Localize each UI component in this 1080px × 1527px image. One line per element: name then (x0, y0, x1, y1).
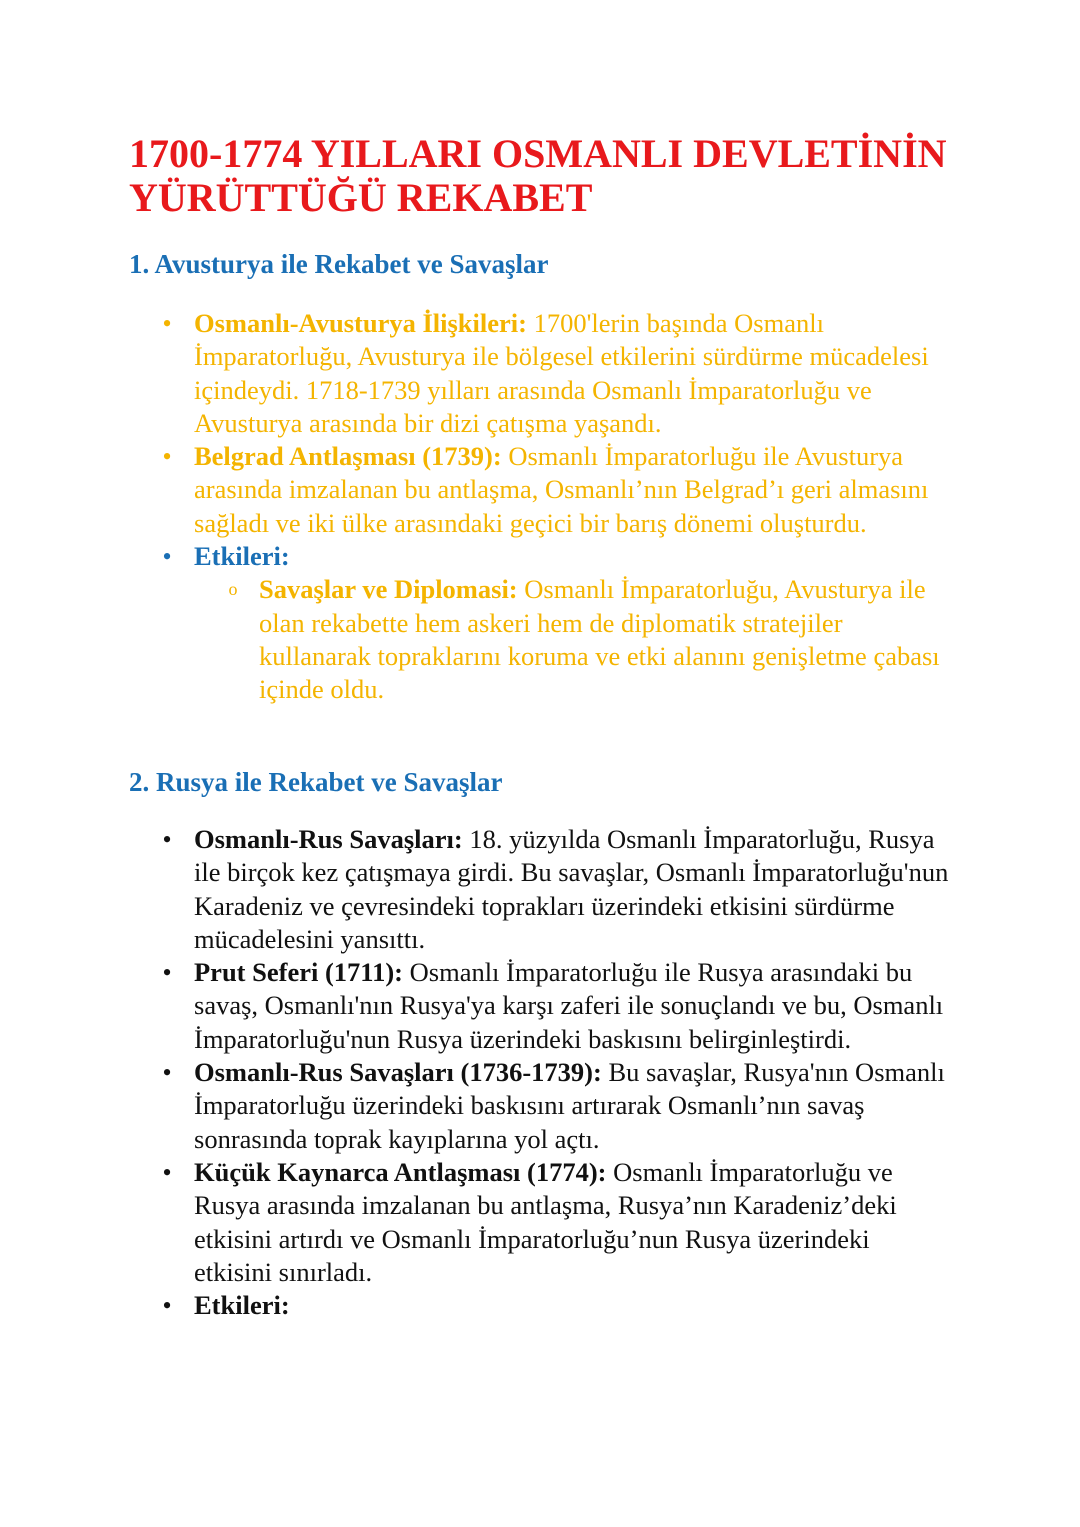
item-text: 1700'lerin başında Osmanlı İmparatorluğu, Avusturya ile bölgesel etkilerini sürdürme mücadelesi içindeydi. 1718-1739 yılları arasında Osmanlı İmparatorluğu ve Avusturya arasında bir dizi çatışma yaşandı. (194, 308, 929, 438)
item-term: Etkileri: (194, 541, 290, 572)
item-term: Etkileri: (194, 1290, 290, 1321)
item-text: Osmanlı İmparatorluğu, Avusturya ile olan rekabette hem askeri hem de diplomatik stratejiler kullanarak topraklarını koruma ve etki alanını genişletme çabası içinde oldu. (259, 574, 940, 705)
bullet-icon: • (162, 542, 172, 572)
section-heading-austria: 1. Avusturya ile Rekabet ve Savaşlar (129, 249, 549, 279)
item-term: Osmanlı-Rus Savaşları: (194, 824, 463, 854)
austria-list (0, 307, 959, 707)
item-text: Bu savaşlar, Rusya'nın Osmanlı İmparatorluğu üzerindeki baskısını artırarak Osmanlı’nın savaş sonrasında toprak kayıplarına yol açtı. (194, 1057, 945, 1154)
bullet-icon: • (162, 958, 172, 988)
list-item (0, 1156, 954, 1289)
bullet-icon: • (162, 1058, 172, 1088)
item-term: Küçük Kaynarca Antlaşması (1774): (194, 1156, 607, 1187)
list-item (0, 1056, 954, 1156)
section-heading-russia: 2. Rusya ile Rekabet ve Savaşlar (129, 767, 503, 797)
item-text: Osmanlı İmparatorluğu ve Rusya arasında imzalanan bu antlaşma, Rusya’nın Karadeniz’deki etkisini artırdı ve Osmanlı İmparatorluğu’nun Rusya üzerindeki etkisini sınırladı. (194, 1156, 897, 1287)
bullet-icon: • (162, 825, 172, 854)
list-item (0, 440, 954, 540)
bullet-icon: • (162, 1157, 172, 1187)
list-item (0, 540, 954, 573)
item-term: Prut Seferi (1711): (194, 957, 403, 988)
item-term: Belgrad Antlaşması (1739): (194, 441, 502, 472)
bullet-icon: • (162, 309, 172, 338)
item-text: 18. yüzyılda Osmanlı İmparatorluğu, Rusya ile birçok kez çatışmaya girdi. Bu savaşlar, Osmanlı İmparatorluğu'nun Karadeniz ve çevresindeki toprakları üzerindeki etkisini sürdürme mücadelesini yansıttı. (194, 824, 949, 954)
item-term: Osmanlı-Avusturya İlişkileri: (194, 308, 527, 338)
bullet-icon: • (162, 1291, 172, 1321)
russia-list (0, 823, 954, 1322)
list-item (0, 307, 954, 440)
item-text: Osmanlı İmparatorluğu ile Rusya arasındaki bu savaş, Osmanlı'nın Rusya'ya karşı zaferi ile sonuçlandı ve bu, Osmanlı İmparatorluğu'nun Rusya üzerindeki baskısını belirginleştirdi. (194, 957, 944, 1054)
page-title: 1700-1774 YILLARI OSMANLI DEVLETİNİN YÜRÜTTÜĞÜ REKABET (129, 131, 947, 220)
item-text: Osmanlı İmparatorluğu ile Avusturya arasında imzalanan bu antlaşma, Osmanlı’nın Belgrad’ı geri almasını sağladı ve iki ülke arasındaki geçici bir barış dönemi oluşturdu. (194, 441, 929, 538)
list-item (0, 823, 954, 956)
item-term: Savaşlar ve Diplomasi: (259, 574, 518, 605)
list-item (0, 1289, 954, 1322)
item-term: Osmanlı-Rus Savaşları (1736-1739): (194, 1057, 602, 1088)
list-item (0, 956, 954, 1056)
sub-list-item (0, 573, 959, 706)
bullet-icon: • (162, 442, 172, 472)
circle-bullet-icon: o (228, 579, 238, 600)
